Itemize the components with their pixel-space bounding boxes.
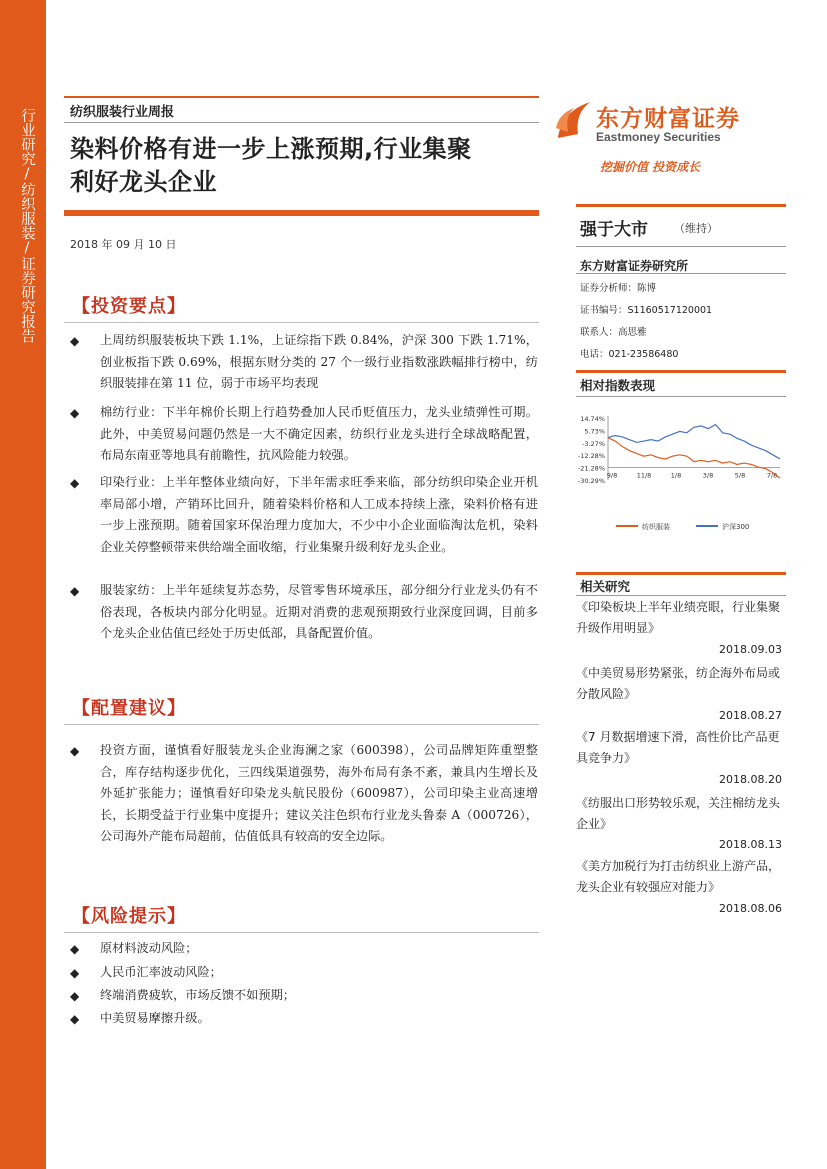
- contact: 联系人：高思雅: [580, 327, 647, 338]
- key-points-rule: [64, 322, 539, 323]
- x-tick-label: 11/8: [636, 471, 652, 480]
- logo-name-cn: 东方财富证券: [596, 106, 740, 132]
- related-report-date: 2018.08.06: [719, 902, 782, 915]
- chart-rule: [576, 370, 786, 373]
- key-point-text: 服装家纺：上半年延续复苏态势，尽管零售环境承压，部分细分行业龙头仍有不俗表现，各板块内部分化明显。近期对消费的悲观预期致行业深度回调，目前多个龙头企业估值已经处于历史低部，具备配置价值。: [100, 583, 538, 640]
- allocation-rule: [64, 724, 539, 725]
- report-type: 纺织服装行业周报: [70, 105, 175, 120]
- key-point-text: 印染行业：上半年整体业绩向好，下半年需求旺季来临，部分纺织印染企业开机率局部小增，产销环比回升，随着染料价格和人工成本持续上涨，染料价格有进一步上涨预期。随着国家环保治理力度加大，不少中小企业面临淘汰危机，染料企业关停整顿带来供给端全面收缩，行业集聚升级利好龙头企业。: [100, 475, 538, 554]
- related-report-title[interactable]: 《美方加税行为打击纺织业上游产品，龙头企业有较强应对能力》: [576, 859, 781, 894]
- related-report-date: 2018.08.27: [719, 709, 782, 722]
- related-report-date: 2018.08.13: [719, 838, 782, 851]
- side-banner: [0, 0, 46, 1169]
- rating-note: （维持）: [674, 222, 718, 235]
- related-report-date: 2018.08.20: [719, 773, 782, 786]
- logo-name-en: Eastmoney Securities: [596, 130, 721, 144]
- x-tick-label: 9/8: [606, 471, 618, 480]
- diamond-bullet-icon: ◆: [70, 406, 80, 420]
- header-top-rule: [64, 96, 539, 98]
- related-report-title[interactable]: 《印染板块上半年业绩亮眼，行业集聚升级作用明显》: [576, 600, 781, 635]
- chart-heading-rule: [576, 396, 786, 397]
- allocation-text: 投资方面，谨慎看好服装龙头企业海澜之家（600398），公司品牌矩阵重塑整合，库存结构逐步优化，三四线渠道强势，海外布局有条不紊，兼具内生增长及外延扩张能力；谨慎看好印染龙头航民股份（600987），公司印染主业高速增长，长期受益于行业集中度提升；建议关注色织布行业龙头鲁泰 A（000726），公司海外产能布局超前，估值低具有较高的安全边际。: [100, 743, 538, 843]
- chart-svg: [576, 408, 786, 538]
- allocation-heading: 【配置建议】: [72, 698, 186, 719]
- slogan: 挖掘价值 投资成长: [600, 160, 701, 174]
- chart-heading: 相对指数表现: [580, 378, 656, 393]
- related-heading-rule: [576, 595, 786, 596]
- phone: 电话：021-23586480: [580, 349, 679, 360]
- report-title-line-2: 利好龙头企业: [70, 168, 217, 196]
- diamond-bullet-icon: ◆: [70, 989, 80, 1003]
- rating-rule: [576, 204, 786, 207]
- rating-bottom-rule: [576, 246, 786, 247]
- series-line: [608, 425, 780, 459]
- y-tick-label: -12.28%: [577, 452, 605, 461]
- relative-index-chart: [576, 408, 786, 538]
- y-tick-label: 14.74%: [580, 415, 605, 423]
- risk-heading: 【风险提示】: [72, 906, 186, 927]
- diamond-bullet-icon: ◆: [70, 1012, 80, 1026]
- diamond-bullet-icon: ◆: [70, 744, 80, 758]
- risk-text: 人民币汇率波动风险；: [100, 965, 222, 979]
- diamond-bullet-icon: ◆: [70, 334, 80, 348]
- risk-rule: [64, 932, 539, 933]
- x-tick-label: 5/8: [734, 471, 746, 480]
- diamond-bullet-icon: ◆: [70, 942, 80, 956]
- x-tick-label: 1/8: [670, 471, 682, 480]
- risk-text: 终端消费疲软，市场反馈不如预期；: [100, 988, 295, 1002]
- legend-label: 沪深300: [722, 523, 750, 531]
- related-report-date: 2018.09.03: [719, 643, 782, 656]
- cert-number: 证书编号：S1160517120001: [580, 305, 713, 316]
- x-tick-label: 7/8: [766, 471, 778, 480]
- report-title: [70, 133, 540, 199]
- related-rule: [576, 572, 786, 575]
- research-institute: 东方财富证券研究所: [580, 259, 689, 273]
- key-point-text: 棉纺行业：下半年棉价长期上行趋势叠加人民币贬值压力，龙头业绩弹性可期。此外，中美贸易问题仍然是一大不确定因素，纺织行业龙头进行全球战略配置，布局东南亚等地具有前瞻性，抗风险能力较强。: [100, 405, 538, 462]
- logo-mark-icon: [554, 98, 594, 144]
- side-banner-text: 行业研究/纺织服装/证券研究报告: [19, 108, 35, 343]
- title-underline: [64, 210, 539, 216]
- header-rule: [64, 122, 539, 123]
- y-tick-label: -30.29%: [577, 477, 605, 485]
- diamond-bullet-icon: ◆: [70, 966, 80, 980]
- related-report-title[interactable]: 《7 月数据增速下滑，高性价比产品更具竞争力》: [576, 730, 780, 765]
- industry-rating: 强于大市: [580, 220, 648, 240]
- risk-text: 中美贸易摩擦升级。: [100, 1011, 210, 1025]
- key-points-heading: 【投资要点】: [72, 296, 186, 317]
- report-title-line-1: 染料价格有进一步上涨预期,行业集聚: [70, 135, 472, 163]
- x-tick-label: 3/8: [702, 471, 714, 480]
- report-date: 2018 年 09 月 10 日: [70, 238, 177, 251]
- related-report-title[interactable]: 《纺服出口形势较乐观，关注棉纺龙头企业》: [576, 796, 781, 831]
- company-logo: [554, 96, 774, 156]
- y-tick-label: -3.27%: [582, 439, 605, 448]
- legend-label: 纺织服装: [642, 523, 670, 531]
- related-report-title[interactable]: 《中美贸易形势紧张，纺企海外布局或分散风险》: [576, 666, 781, 701]
- series-line: [608, 438, 780, 479]
- risk-text: 原材料波动风险；: [100, 941, 198, 955]
- diamond-bullet-icon: ◆: [70, 584, 80, 598]
- analyst: 证券分析师：陈博: [580, 283, 657, 294]
- y-tick-label: 5.73%: [584, 427, 605, 436]
- key-point-text: 上周纺织服装板块下跌 1.1%，上证综指下跌 0.84%，沪深 300 下跌 1.71%，创业板指下跌 0.69%，根据东财分类的 27 个一级行业指数涨跌幅排行榜中，纺织服装排在第 11 位，弱于市场平均表现: [100, 333, 538, 390]
- y-tick-label: -21.28%: [577, 464, 605, 473]
- institute-rule: [576, 273, 786, 274]
- diamond-bullet-icon: ◆: [70, 476, 80, 490]
- related-heading: 相关研究: [580, 579, 631, 594]
